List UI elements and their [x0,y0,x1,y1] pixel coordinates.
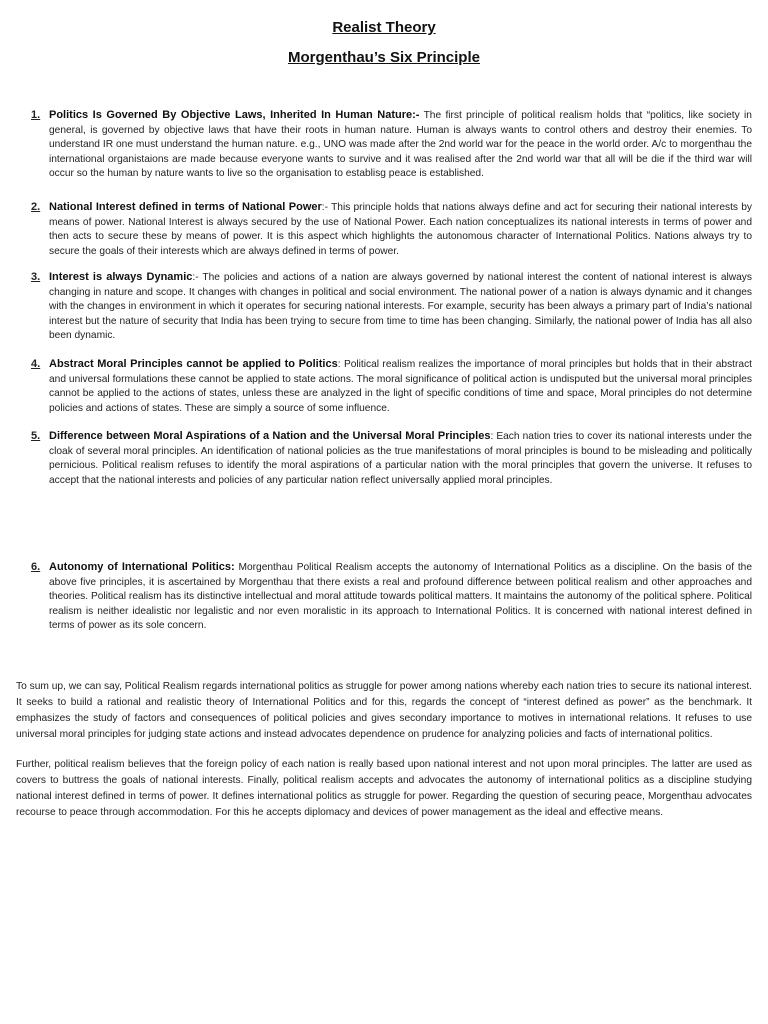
principle-separator: :- [321,202,329,213]
principle-item [31,429,752,488]
principle-number: 5. [31,430,41,442]
principle-separator: :- [192,272,199,283]
principle-item [31,270,752,344]
principle-heading: Politics Is Governed By Objective Laws, Inherited In Human Nature:- [49,109,420,121]
principle-heading: National Interest defined in terms of National Power [49,201,322,213]
principle-separator: : [337,359,341,370]
principle-number: 2. [31,201,41,213]
principle-number: 4. [31,358,41,370]
principle-text: This principle holds that nations always define and act for securing their national interests by means of power. National Interest is always secured by the use of National Power. Each nation conceptualizes its national interests in terms of power and then acts to secure these by means of power. It is this aspect which highlights the autonomous character of International Politics. Nations always try to secure the goals of their interests which are always defined in terms of power. [49,202,752,257]
principle-text: Each nation tries to cover its national interests under the cloak of several moral principles. An identification of national policies as the true manifestations of moral principles is bound to be misleading and politically pernicious. Political realism refuses to identify the moral aspirations of a particular nation with the moral principles that govern the universe. It refuses to accept that the national interests and policies of any particular nation reflect universally applied moral principles. [49,431,752,486]
principle-heading: Autonomy of International Politics: [49,561,235,573]
principle-heading: Interest is always Dynamic [49,271,193,283]
principle-item [31,560,752,634]
principle-text: The first principle of political realism holds that “politics, like society in general, is governed by objective laws that have their roots in human nature. Human is always wants to control others and destroy their enemies. To understand IR one must understand the human nature. e.g., UNO was made after the 2nd world war for the peace in the world order. A/c to morgenthau the international organistaions are made because everyone wants to survive and it was realised after the 2nd world war that all will be die if the third war will occur so the human by nature wants to live so the organisation to establisg peace is established. [49,110,752,179]
principle-heading: Abstract Moral Principles cannot be applied to Politics [49,358,338,370]
principle-item [31,357,752,416]
principle-heading: Difference between Moral Aspirations of a Nation and the Universal Moral Principles [49,430,491,442]
principle-text: Morgenthau Political Realism accepts the autonomy of International Politics as a discipline. On the basis of the above five principles, it is ascertained by Morgenthau that there exists a real and profound difference between political realism and other approaches and theories. Political realism has its distinctive intellectual and moral attitude towards political matters. It maintains the autonomy of the political sphere. Political realism is neither idealistic nor legalistic and nor even moralistic in its approach to International Politics. It is concerned with national interest defined in terms of power as its sole concern. [49,562,752,631]
document-title: Realist Theory [332,19,436,36]
document-subtitle: Morgenthau’s Six Principle [288,49,480,66]
principle-item [31,200,752,259]
conclusion-paragraph: Further, political realism believes that the foreign policy of each nation is really based upon national interest and not upon moral principles. The latter are used as covers to buttress the goals of national interests. Finally, political realism accepts and advocates the autonomy of international politics as a discipline studying national interest defined in terms of power. It defines international politics as struggle for power. Regarding the question of securing peace, Morgenthau advocates recourse to peace through accommodation. For this he accepts diplomacy and devices of power management as the ideal and effective means. [16,759,752,818]
principle-number: 3. [31,271,41,283]
conclusion-paragraph: To sum up, we can say, Political Realism regards international politics as struggle for power among nations whereby each nation tries to secure its national interest. It seeks to build a rational and realistic theory of International Politics and for this, regards the concept of “interest defined as power” as the benchmark. It emphasizes the study of factors and consequences of political policies and gives secondary importance to motives in international relations. It refuses to use universal moral principles for judging state actions and instead advocates dependence on prudence for analyzing policies and facts of international politics. [16,681,752,740]
principle-text: The policies and actions of a nation are always governed by national interest the content of national interest is always changing in nature and scope. It changes with changes in political and social environment. The national power of a nation is always dynamic and it changes with the changes in environment in which it operates for securing national interests. For example, security has been always a primary part of India’s national interest but the nature of security that India has been trying to secure from time to time has been changing. Similarly, the national power of India has all also been dynamic. [49,272,752,341]
principle-item [31,108,752,182]
principle-text: Political realism realizes the importance of moral principles but holds that in their abstract and universal formulations these cannot be applied to state actions. The moral significance of political action is undisputed but the universal moral principles cannot be applied to the actions of states, unless these are analyzed in the light of specific conditions of time and space, Moral principles do not determine policies and actions of states. These are simply a source of some influence. [49,359,752,414]
principle-number: 1. [31,109,41,121]
principle-separator: : [490,431,494,442]
principle-number: 6. [31,561,41,573]
